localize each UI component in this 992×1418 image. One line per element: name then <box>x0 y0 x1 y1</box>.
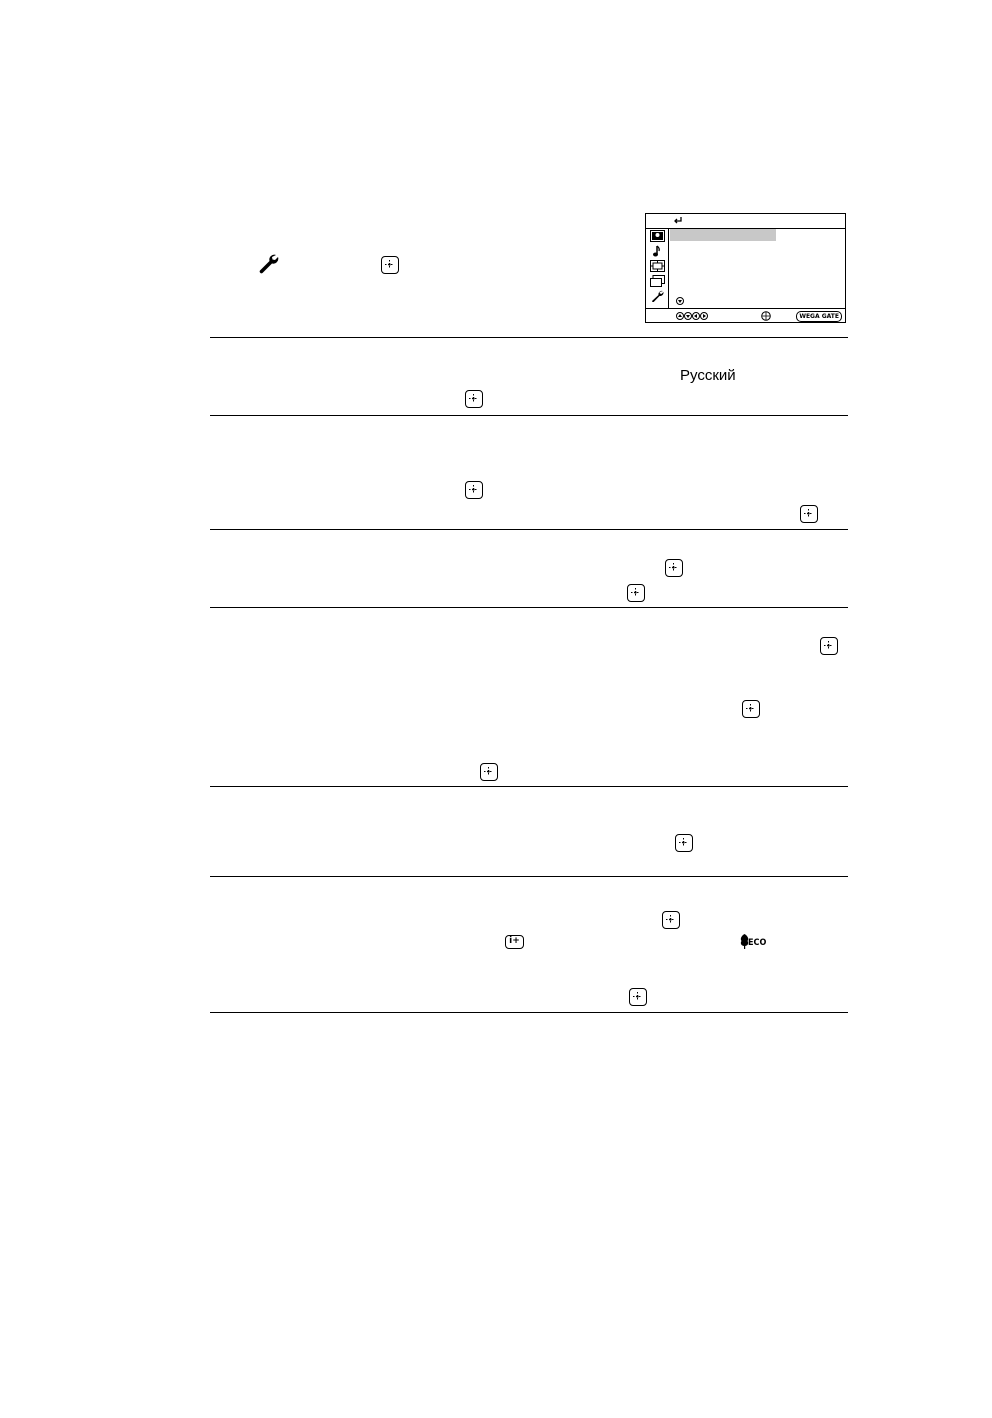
section-divider <box>210 415 848 416</box>
ok-button-icon <box>800 505 818 523</box>
section-divider <box>210 1012 848 1013</box>
setup-icon <box>650 290 665 302</box>
selected-menu-row <box>670 229 776 241</box>
eco-tree-icon <box>740 934 766 950</box>
menu-sidebar <box>646 228 669 308</box>
section-divider <box>210 876 848 877</box>
ok-button-icon <box>662 911 680 929</box>
ok-button-icon <box>761 311 771 321</box>
menu-bottom-bar <box>646 308 845 323</box>
ok-button-icon <box>381 256 399 274</box>
language-option-russian: Русский <box>680 367 736 384</box>
eco-label: ECO <box>748 938 767 948</box>
navigation-arrows-icon <box>676 312 710 320</box>
ok-button-icon <box>629 988 647 1006</box>
info-plus-icon <box>505 935 524 949</box>
ok-button-icon <box>627 584 645 602</box>
section-divider <box>210 607 848 608</box>
features-icon <box>650 275 665 287</box>
picture-icon <box>650 230 665 242</box>
info-plus-label: i+ <box>509 936 520 946</box>
menu-top-bar <box>646 214 845 229</box>
wrench-icon <box>257 252 279 274</box>
scroll-down-icon <box>676 297 684 305</box>
ok-button-icon <box>665 559 683 577</box>
section-divider <box>210 529 848 530</box>
ok-button-icon <box>820 637 838 655</box>
section-divider <box>210 786 848 787</box>
screen-icon <box>650 260 665 272</box>
sound-icon <box>650 245 665 257</box>
ok-button-icon <box>465 390 483 408</box>
wega-gate-logo: WEGA GATE <box>796 311 842 322</box>
ok-button-icon <box>742 700 760 718</box>
ok-button-icon <box>480 763 498 781</box>
ok-button-icon <box>465 481 483 499</box>
return-icon <box>673 216 683 226</box>
section-divider <box>210 337 848 338</box>
ok-button-icon <box>675 834 693 852</box>
setup-menu-screen <box>645 213 846 323</box>
